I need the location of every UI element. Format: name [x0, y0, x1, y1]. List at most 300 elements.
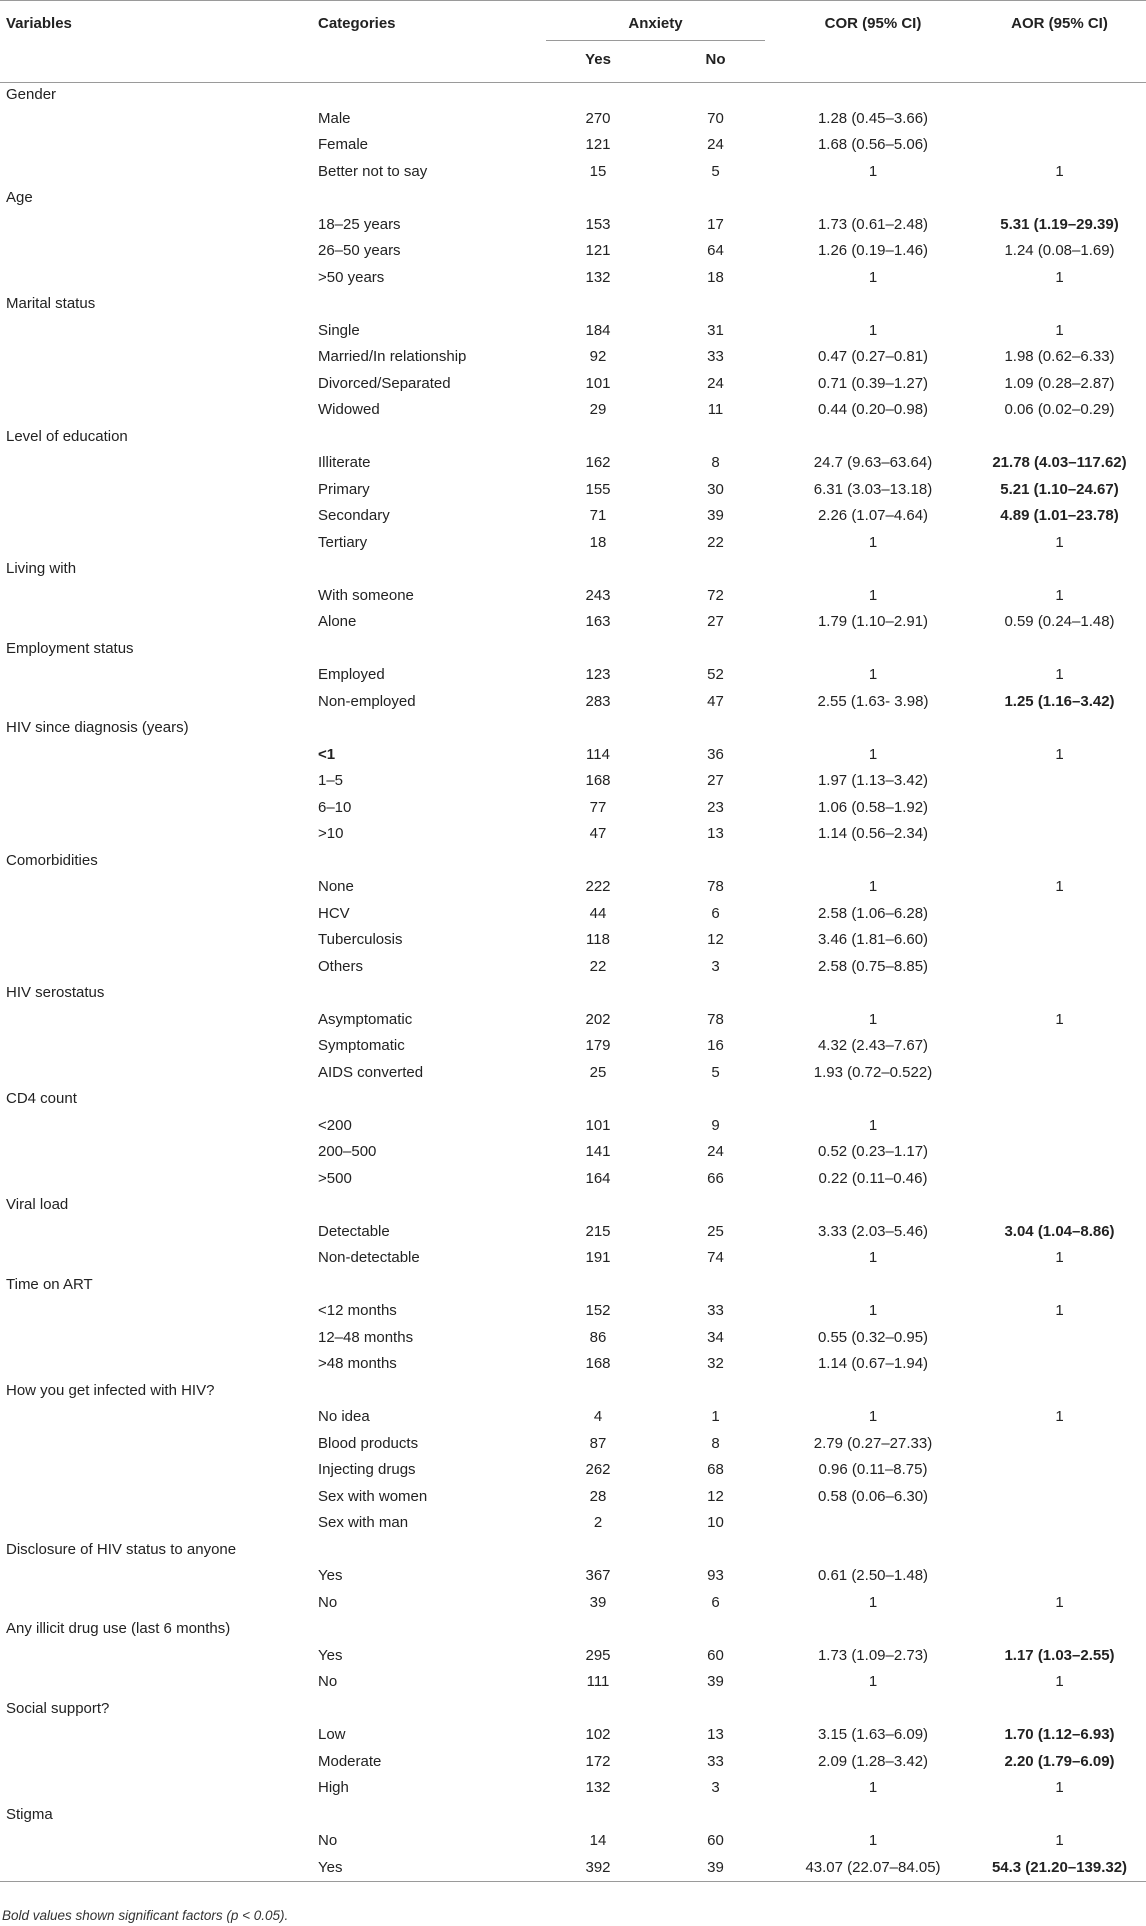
category-cell: Married/In relationship — [318, 348, 467, 366]
yes-count-cell: 222 — [585, 878, 611, 896]
aor-cell — [973, 1430, 1146, 1457]
variable-row — [0, 715, 1146, 742]
variable-row — [0, 1377, 1146, 1404]
yes-count-cell: 18 — [589, 533, 607, 551]
cor-cell: 1.68 (0.56–5.06) — [817, 136, 929, 154]
no-count-cell: 24 — [707, 1143, 724, 1161]
table-row — [0, 370, 1146, 397]
category-cell: 18–25 years — [318, 215, 401, 233]
no-count-cell: 39 — [707, 507, 724, 525]
cor-cell: 2.58 (1.06–6.28) — [817, 904, 929, 922]
empty-cell — [658, 185, 773, 212]
cor-cell: 1 — [868, 1779, 878, 1797]
cor-cell: 0.44 (0.20–0.98) — [817, 401, 929, 419]
category-cell: No — [318, 1832, 338, 1850]
aor-cell: 1.98 (0.62–6.33) — [1004, 348, 1115, 366]
yes-count-cell: 22 — [589, 957, 607, 975]
empty-cell — [0, 1457, 312, 1484]
aor-cell — [973, 821, 1146, 848]
no-count-cell: 66 — [707, 1169, 724, 1187]
empty-cell — [0, 1059, 312, 1086]
cor-cell: 1.97 (1.13–3.42) — [817, 772, 929, 790]
table-row — [0, 105, 1146, 132]
table-row — [0, 1775, 1146, 1802]
category-cell: Non-detectable — [318, 1249, 420, 1267]
empty-cell — [658, 1695, 773, 1722]
empty-cell — [658, 715, 773, 742]
category-cell: 200–500 — [318, 1143, 377, 1161]
category-cell: Female — [318, 136, 369, 154]
category-cell: Yes — [318, 1646, 343, 1664]
empty-cell — [0, 1245, 312, 1272]
empty-cell — [973, 1086, 1146, 1113]
header-variables: Variables — [6, 15, 72, 32]
cor-cell: 1 — [868, 1302, 878, 1320]
table-row — [0, 158, 1146, 185]
no-count-cell: 52 — [707, 666, 724, 684]
cor-cell: 3.46 (1.81–6.60) — [817, 931, 929, 949]
variable-label: HIV serostatus — [6, 984, 105, 1002]
empty-cell — [773, 715, 973, 742]
empty-cell — [312, 1536, 538, 1563]
no-count-cell: 11 — [707, 401, 724, 419]
table-row — [0, 1589, 1146, 1616]
category-cell: >500 — [318, 1169, 352, 1187]
aor-cell: 1 — [1055, 1010, 1064, 1028]
empty-cell — [312, 635, 538, 662]
cor-cell: 0.71 (0.39–1.27) — [817, 374, 929, 392]
empty-cell — [973, 1695, 1146, 1722]
yes-count-cell: 132 — [585, 268, 611, 286]
empty-cell — [0, 238, 312, 265]
cor-cell: 1 — [868, 745, 878, 763]
yes-count-cell: 152 — [585, 1302, 611, 1320]
table-row — [0, 1430, 1146, 1457]
aor-cell: 1.09 (0.28–2.87) — [1004, 374, 1115, 392]
table-row — [0, 1563, 1146, 1590]
table-row — [0, 238, 1146, 265]
empty-cell — [658, 1536, 773, 1563]
empty-cell — [0, 344, 312, 371]
table-row — [0, 1059, 1146, 1086]
header-yes: Yes — [585, 50, 611, 68]
cor-cell: 1 — [868, 1673, 878, 1691]
yes-count-cell: 392 — [538, 1854, 658, 1881]
yes-count-cell: 179 — [585, 1037, 611, 1055]
aor-cell: 1.70 (1.12–6.93) — [1004, 1726, 1115, 1744]
no-count-cell: 24 — [707, 374, 724, 392]
table-row — [0, 264, 1146, 291]
empty-cell — [773, 980, 973, 1007]
category-cell: >50 years — [318, 268, 385, 286]
category-cell: 6–10 — [318, 798, 352, 816]
empty-cell — [0, 662, 312, 689]
table-row — [0, 450, 1146, 477]
aor-cell: 1 — [1055, 666, 1064, 684]
category-cell: HCV — [318, 904, 350, 922]
category-cell: High — [318, 1779, 349, 1797]
category-cell: Male — [318, 109, 351, 127]
cor-cell: 1.93 (0.72–0.522) — [813, 1063, 933, 1081]
aor-cell: 2.20 (1.79–6.09) — [1004, 1752, 1115, 1770]
category-cell: No idea — [318, 1408, 370, 1426]
yes-count-cell: 121 — [585, 136, 611, 154]
empty-cell — [0, 132, 312, 159]
empty-cell — [973, 556, 1146, 583]
empty-cell — [312, 291, 538, 318]
empty-cell — [658, 635, 773, 662]
empty-cell — [538, 1616, 658, 1643]
empty-cell — [973, 1192, 1146, 1219]
aor-cell: 1.25 (1.16–3.42) — [1004, 692, 1115, 710]
cor-cell: 3.15 (1.63–6.09) — [817, 1726, 929, 1744]
cor-cell: 4.32 (2.43–7.67) — [817, 1037, 929, 1055]
yes-count-cell: 202 — [585, 1010, 611, 1028]
table-row — [0, 688, 1146, 715]
yes-count-cell: 172 — [585, 1752, 611, 1770]
empty-cell — [973, 715, 1146, 742]
aor-cell: 1 — [1055, 1249, 1064, 1267]
cor-cell: 0.47 (0.27–0.81) — [817, 348, 929, 366]
no-count-cell: 16 — [707, 1037, 724, 1055]
cor-cell: 1 — [868, 1832, 878, 1850]
empty-cell — [538, 291, 658, 318]
aor-cell — [973, 1324, 1146, 1351]
category-cell: Sex with man — [318, 1514, 409, 1532]
cor-cell: 1 — [868, 1116, 878, 1134]
yes-count-cell: 168 — [585, 772, 611, 790]
yes-count-cell: 262 — [585, 1461, 611, 1479]
category-cell: Widowed — [318, 401, 380, 419]
cor-cell: 0.22 (0.11–0.46) — [818, 1169, 928, 1187]
no-count-cell: 23 — [707, 798, 724, 816]
table-row — [0, 927, 1146, 954]
yes-count-cell: 101 — [585, 1116, 611, 1134]
yes-count-cell: 25 — [589, 1063, 607, 1081]
empty-cell — [0, 1165, 312, 1192]
category-cell: Blood products — [318, 1434, 419, 1452]
aor-cell: 1 — [1055, 878, 1064, 896]
variable-label: CD4 count — [6, 1090, 77, 1108]
aor-cell: 1 — [1055, 1302, 1064, 1320]
empty-cell — [538, 1536, 658, 1563]
empty-cell — [0, 900, 312, 927]
empty-cell — [312, 1695, 538, 1722]
empty-cell — [0, 1854, 312, 1881]
variable-label: HIV since diagnosis (years) — [6, 719, 189, 737]
empty-cell — [973, 635, 1146, 662]
empty-cell — [0, 1563, 312, 1590]
empty-cell — [312, 847, 538, 874]
aor-cell: 1 — [1055, 321, 1064, 339]
yes-count-cell: 283 — [585, 692, 611, 710]
table-row — [0, 953, 1146, 980]
empty-cell — [0, 927, 312, 954]
table-body — [0, 83, 1146, 1882]
cor-cell: 1 — [868, 162, 878, 180]
no-count-cell: 70 — [707, 109, 724, 127]
table-row — [0, 317, 1146, 344]
empty-cell — [0, 1510, 312, 1537]
empty-cell — [538, 556, 658, 583]
category-cell: Single — [318, 321, 360, 339]
empty-cell — [973, 1536, 1146, 1563]
empty-cell — [658, 1271, 773, 1298]
yes-count-cell: 243 — [585, 586, 611, 604]
empty-cell — [973, 847, 1146, 874]
category-cell: Better not to say — [318, 162, 428, 180]
table-row — [0, 397, 1146, 424]
cor-cell: 1.73 (1.09–2.73) — [817, 1646, 929, 1664]
table-row — [0, 1748, 1146, 1775]
empty-cell — [538, 423, 658, 450]
empty-cell — [773, 556, 973, 583]
no-count-cell: 78 — [707, 878, 724, 896]
empty-cell — [773, 1801, 973, 1828]
empty-cell — [312, 83, 538, 106]
aor-cell: 1.24 (0.08–1.69) — [1004, 242, 1115, 260]
cor-cell: 0.96 (0.11–8.75) — [818, 1461, 928, 1479]
yes-count-cell: 39 — [589, 1593, 607, 1611]
category-cell: Symptomatic — [318, 1037, 405, 1055]
yes-count-cell: 184 — [585, 321, 611, 339]
no-count-cell: 8 — [711, 454, 720, 472]
no-count-cell: 22 — [707, 533, 724, 551]
empty-cell — [0, 794, 312, 821]
cor-cell: 0.58 (0.06–6.30) — [817, 1487, 929, 1505]
header-anxiety — [538, 1, 773, 41]
aor-cell — [973, 1112, 1146, 1139]
empty-cell — [538, 715, 658, 742]
yes-count-cell: 47 — [589, 825, 607, 843]
yes-count-cell: 102 — [585, 1726, 611, 1744]
cor-cell: 0.52 (0.23–1.17) — [817, 1143, 929, 1161]
variable-label: Viral load — [6, 1196, 69, 1214]
variable-row — [0, 1536, 1146, 1563]
category-cell: Employed — [318, 666, 385, 684]
empty-cell — [538, 185, 658, 212]
empty-cell — [312, 1271, 538, 1298]
empty-cell — [0, 1589, 312, 1616]
category-cell: No — [318, 1673, 338, 1691]
variable-row — [0, 1695, 1146, 1722]
no-count-cell: 3 — [711, 957, 720, 975]
empty-cell — [773, 83, 973, 106]
aor-cell — [973, 1139, 1146, 1166]
yes-count-cell: 44 — [589, 904, 607, 922]
empty-cell — [538, 980, 658, 1007]
empty-cell — [0, 476, 312, 503]
empty-cell — [312, 1801, 538, 1828]
empty-cell — [773, 291, 973, 318]
empty-cell — [312, 1616, 538, 1643]
aor-cell — [973, 1563, 1146, 1590]
no-count-cell: 17 — [707, 215, 724, 233]
aor-cell: 54.3 (21.20–139.32) — [973, 1854, 1146, 1881]
table-row — [0, 503, 1146, 530]
aor-cell — [973, 794, 1146, 821]
category-cell: Detectable — [318, 1222, 390, 1240]
table-row — [0, 1669, 1146, 1696]
no-count-cell: 1 — [711, 1408, 720, 1426]
cor-cell: 2.55 (1.63- 3.98) — [817, 692, 929, 710]
cor-cell: 1 — [868, 1010, 878, 1028]
aor-cell: 1 — [1055, 1593, 1064, 1611]
yes-count-cell: 77 — [589, 798, 607, 816]
empty-cell — [538, 1695, 658, 1722]
aor-cell: 4.89 (1.01–23.78) — [1000, 507, 1119, 525]
empty-cell — [0, 1324, 312, 1351]
empty-cell — [0, 688, 312, 715]
yes-count-cell: 111 — [586, 1673, 610, 1691]
table-row — [0, 1006, 1146, 1033]
yes-count-cell: 295 — [585, 1646, 611, 1664]
table-row — [0, 1112, 1146, 1139]
empty-cell — [312, 423, 538, 450]
table-row — [0, 821, 1146, 848]
cor-cell: 1 — [868, 586, 878, 604]
empty-cell — [0, 1298, 312, 1325]
empty-cell — [0, 264, 312, 291]
empty-cell — [0, 1033, 312, 1060]
empty-cell — [658, 1801, 773, 1828]
variable-label: Employment status — [6, 639, 134, 657]
variable-label: Age — [6, 189, 33, 207]
empty-cell — [0, 158, 312, 185]
category-cell: Illiterate — [318, 454, 371, 472]
aor-cell: 1 — [1055, 1673, 1064, 1691]
aor-cell — [973, 1033, 1146, 1060]
no-count-cell: 24 — [707, 136, 724, 154]
yes-count-cell: 87 — [589, 1434, 607, 1452]
no-count-cell: 8 — [711, 1434, 720, 1452]
category-cell: <200 — [318, 1116, 352, 1134]
no-count-cell: 64 — [707, 242, 724, 260]
aor-cell: 1 — [1055, 162, 1064, 180]
header-blank-2 — [312, 41, 538, 83]
yes-count-cell: 92 — [589, 348, 607, 366]
header-anxiety-label: Anxiety — [628, 15, 683, 32]
category-cell: 26–50 years — [318, 242, 401, 260]
cor-cell: 0.61 (2.50–1.48) — [817, 1567, 929, 1585]
header-no: No — [705, 50, 726, 68]
header-blank-1 — [0, 41, 312, 83]
empty-cell — [0, 105, 312, 132]
header-blank-3 — [773, 41, 973, 83]
variable-label: Gender — [6, 85, 57, 103]
cor-cell: 1.14 (0.56–2.34) — [817, 825, 929, 843]
aor-cell: 1 — [1055, 586, 1064, 604]
category-cell: Moderate — [318, 1752, 382, 1770]
variable-label: Social support? — [6, 1699, 110, 1717]
table-row — [0, 1165, 1146, 1192]
empty-cell — [538, 1271, 658, 1298]
category-cell: AIDS converted — [318, 1063, 424, 1081]
yes-count-cell: 71 — [589, 507, 607, 525]
table-row — [0, 132, 1146, 159]
cor-cell: 43.07 (22.07–84.05) — [773, 1854, 973, 1881]
empty-cell — [0, 503, 312, 530]
no-count-cell: 13 — [707, 825, 724, 843]
empty-cell — [538, 1086, 658, 1113]
yes-count-cell: 162 — [585, 454, 611, 472]
yes-count-cell: 191 — [585, 1249, 611, 1267]
variable-row — [0, 847, 1146, 874]
empty-cell — [773, 1536, 973, 1563]
table-row — [0, 1483, 1146, 1510]
table-row — [0, 900, 1146, 927]
yes-count-cell: 29 — [589, 401, 607, 419]
variable-label: Time on ART — [6, 1275, 93, 1293]
empty-cell — [0, 1139, 312, 1166]
header-aor: AOR (95% CI) — [1011, 15, 1108, 32]
empty-cell — [0, 1775, 312, 1802]
category-cell: Tertiary — [318, 533, 368, 551]
empty-cell — [973, 291, 1146, 318]
empty-cell — [0, 1483, 312, 1510]
empty-cell — [0, 1642, 312, 1669]
table-row — [0, 741, 1146, 768]
aor-cell — [973, 1059, 1146, 1086]
empty-cell — [538, 847, 658, 874]
aor-cell: 3.04 (1.04–8.86) — [1004, 1222, 1115, 1240]
table-row — [0, 768, 1146, 795]
yes-count-cell: 270 — [585, 109, 611, 127]
table-row — [0, 476, 1146, 503]
no-count-cell: 32 — [707, 1355, 724, 1373]
cor-cell — [773, 1510, 973, 1537]
variable-row — [0, 1801, 1146, 1828]
no-count-cell: 27 — [707, 772, 724, 790]
empty-cell — [0, 953, 312, 980]
category-cell: Low — [318, 1726, 346, 1744]
table-row — [0, 1245, 1146, 1272]
yes-count-cell: 118 — [586, 931, 610, 949]
empty-cell — [0, 874, 312, 901]
category-cell: Divorced/Separated — [318, 374, 451, 392]
variable-label: Living with — [6, 560, 77, 578]
cor-cell: 1 — [868, 878, 878, 896]
variable-label: Comorbidities — [6, 851, 98, 869]
variable-row — [0, 423, 1146, 450]
category-cell: <1 — [318, 745, 336, 763]
aor-cell: 5.21 (1.10–24.67) — [1000, 480, 1119, 498]
aor-cell: 0.06 (0.02–0.29) — [1004, 401, 1115, 419]
no-count-cell: 36 — [707, 745, 724, 763]
aor-cell — [973, 927, 1146, 954]
empty-cell — [312, 1377, 538, 1404]
no-count-cell: 10 — [707, 1514, 724, 1532]
cor-cell: 1 — [868, 268, 878, 286]
aor-cell: 1 — [1055, 1779, 1064, 1797]
aor-cell: 1 — [1055, 745, 1064, 763]
cor-cell: 6.31 (3.03–13.18) — [813, 480, 933, 498]
empty-cell — [773, 185, 973, 212]
no-count-cell: 74 — [707, 1249, 724, 1267]
no-count-cell: 60 — [707, 1646, 724, 1664]
empty-cell — [773, 1616, 973, 1643]
aor-cell — [973, 105, 1146, 132]
no-count-cell: 68 — [707, 1461, 724, 1479]
category-cell: With someone — [318, 586, 414, 604]
yes-count-cell: 2 — [593, 1514, 603, 1532]
empty-cell — [538, 1801, 658, 1828]
empty-cell — [312, 715, 538, 742]
empty-cell — [0, 1430, 312, 1457]
category-cell: 12–48 months — [318, 1328, 414, 1346]
table-row — [0, 1828, 1146, 1855]
table-footnote: Bold values shown significant factors (p < 0.05). — [2, 1908, 289, 1923]
